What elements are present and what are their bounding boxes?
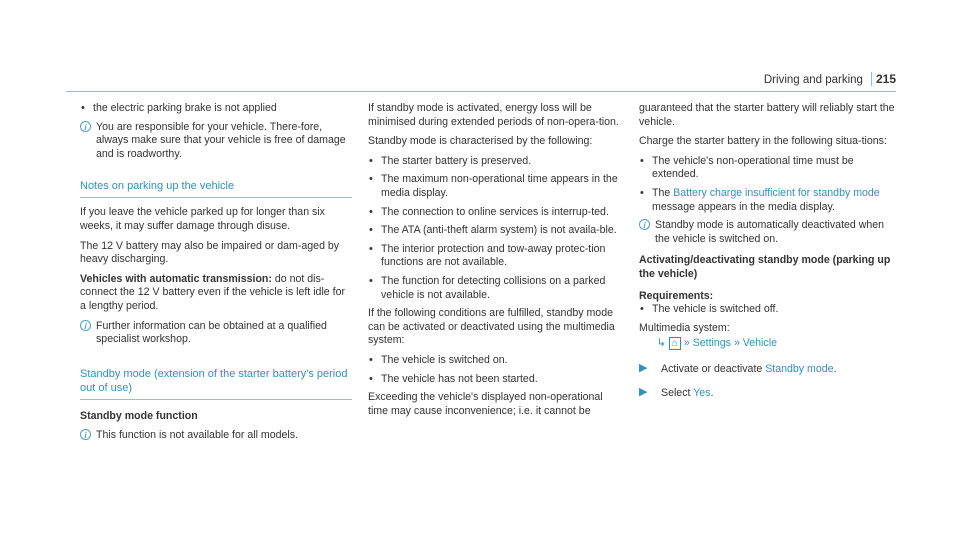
header-rule (66, 91, 896, 92)
column-1 (80, 102, 352, 449)
paragraph: If standby mode is activated, energy loss will be minimised during extended periods of non-opera-tion. (368, 102, 619, 128)
section-title: Driving and parking (763, 74, 863, 86)
home-icon: ⌂ (669, 337, 681, 350)
bullet-list (368, 155, 622, 302)
column-2 (368, 102, 622, 424)
item-text: message appears in the media display. (652, 200, 835, 213)
subheading: Standby mode function (80, 409, 198, 422)
info-icon: i (80, 121, 91, 132)
double-chevron-icon: » (733, 337, 740, 350)
step (639, 363, 897, 377)
section-heading: Standby mode (extension of the starter battery's period out of use) (80, 367, 352, 400)
subheading: Activating/deactivating standby mode (parking up the vehicle) (639, 254, 891, 280)
paragraph: Standby mode is characterised by the following: (368, 135, 593, 148)
list-item: • The ATA (anti-theft alarm system) is not availa-ble. (368, 224, 622, 238)
standby-mode-option: Standby mode (765, 362, 834, 375)
item-text: The (652, 186, 674, 199)
step-arrow-icon: ▶ (639, 385, 648, 398)
note-text: Further information can be obtained at a qualified specialist workshop. (96, 319, 327, 346)
note (80, 429, 352, 443)
list-item: • The interior protection and tow-away protec-tion functions are not available. (368, 243, 622, 270)
paragraph: If you leave the vehicle parked up for longer than six weeks, it may suffer damage through disuse. (80, 206, 325, 232)
list-item: • The starter battery is preserved. (368, 155, 622, 169)
step-arrow-icon: ▶ (639, 361, 648, 374)
menu-path (639, 337, 897, 351)
list-item (639, 187, 897, 214)
page-number: 215 (871, 72, 896, 86)
step-text: . (833, 362, 837, 375)
menu-settings: Settings (692, 337, 731, 350)
step (639, 387, 897, 401)
enter-arrow-icon: ↳ (657, 337, 666, 350)
paragraph: guaranteed that the starter battery will reliably start the vehicle. (639, 102, 895, 128)
paragraph (80, 273, 352, 314)
list-item: • The vehicle has not been started. (368, 373, 622, 387)
paragraph: The 12 V battery may also be impaired or dam-aged by heavy discharging. (80, 239, 340, 266)
note-text: You are responsible for your vehicle. There-fore, always make sure that your vehicle is free of damage and is roadworthy. (96, 120, 346, 160)
paragraph: Multimedia system: (639, 321, 730, 334)
list-item: • The vehicle is switched on. (368, 354, 622, 368)
note-text: Standby mode is automatically deactivated when the vehicle is switched on. (655, 219, 885, 245)
step-text: Select (661, 386, 694, 399)
note (639, 219, 897, 246)
paragraph: Charge the starter battery in the following situa-tions: (639, 135, 887, 148)
double-chevron-icon: » (683, 337, 690, 350)
paragraph-text: do not dis-connect the 12 V battery even if the vehicle is left idle for a lengthy period. (80, 272, 345, 312)
paragraph: If the following conditions are fulfilled, standby mode can be activated or deactivated using the multimedia system: (368, 307, 615, 347)
info-icon: i (80, 429, 91, 440)
section-heading: Notes on parking up the vehicle (80, 179, 352, 198)
note (80, 320, 352, 347)
page-header (764, 72, 896, 86)
column-3 (639, 102, 897, 410)
requirements-label: Requirements: (639, 289, 714, 302)
note (80, 121, 352, 162)
yes-option: Yes (693, 386, 711, 399)
menu-vehicle: Vehicle (742, 337, 777, 350)
info-icon: i (639, 219, 650, 230)
info-icon: i (80, 320, 91, 331)
step-text: Activate or deactivate (661, 362, 766, 375)
bold-lead: Vehicles with automatic transmission: (80, 272, 272, 285)
note-text: This function is not available for all models. (96, 429, 298, 442)
list-item: • The connection to online services is interrup-ted. (368, 206, 622, 220)
bullet-list (368, 354, 622, 386)
list-item: • The vehicle's non-operational time must be extended. (639, 155, 897, 182)
list-item: • The vehicle is switched off. (639, 303, 897, 317)
list-item: • the electric parking brake is not applied (80, 102, 352, 116)
display-message-link: Battery charge insufficient for standby mode (673, 186, 880, 199)
list-item: • The maximum non-operational time appears in the media display. (368, 173, 622, 200)
list-item: • The function for detecting collisions on a parked vehicle is not available. (368, 275, 622, 302)
step-text: . (710, 386, 714, 399)
paragraph: Exceeding the vehicle's displayed non-operational time may cause inconvenience; i.e. it cannot be (368, 391, 603, 417)
